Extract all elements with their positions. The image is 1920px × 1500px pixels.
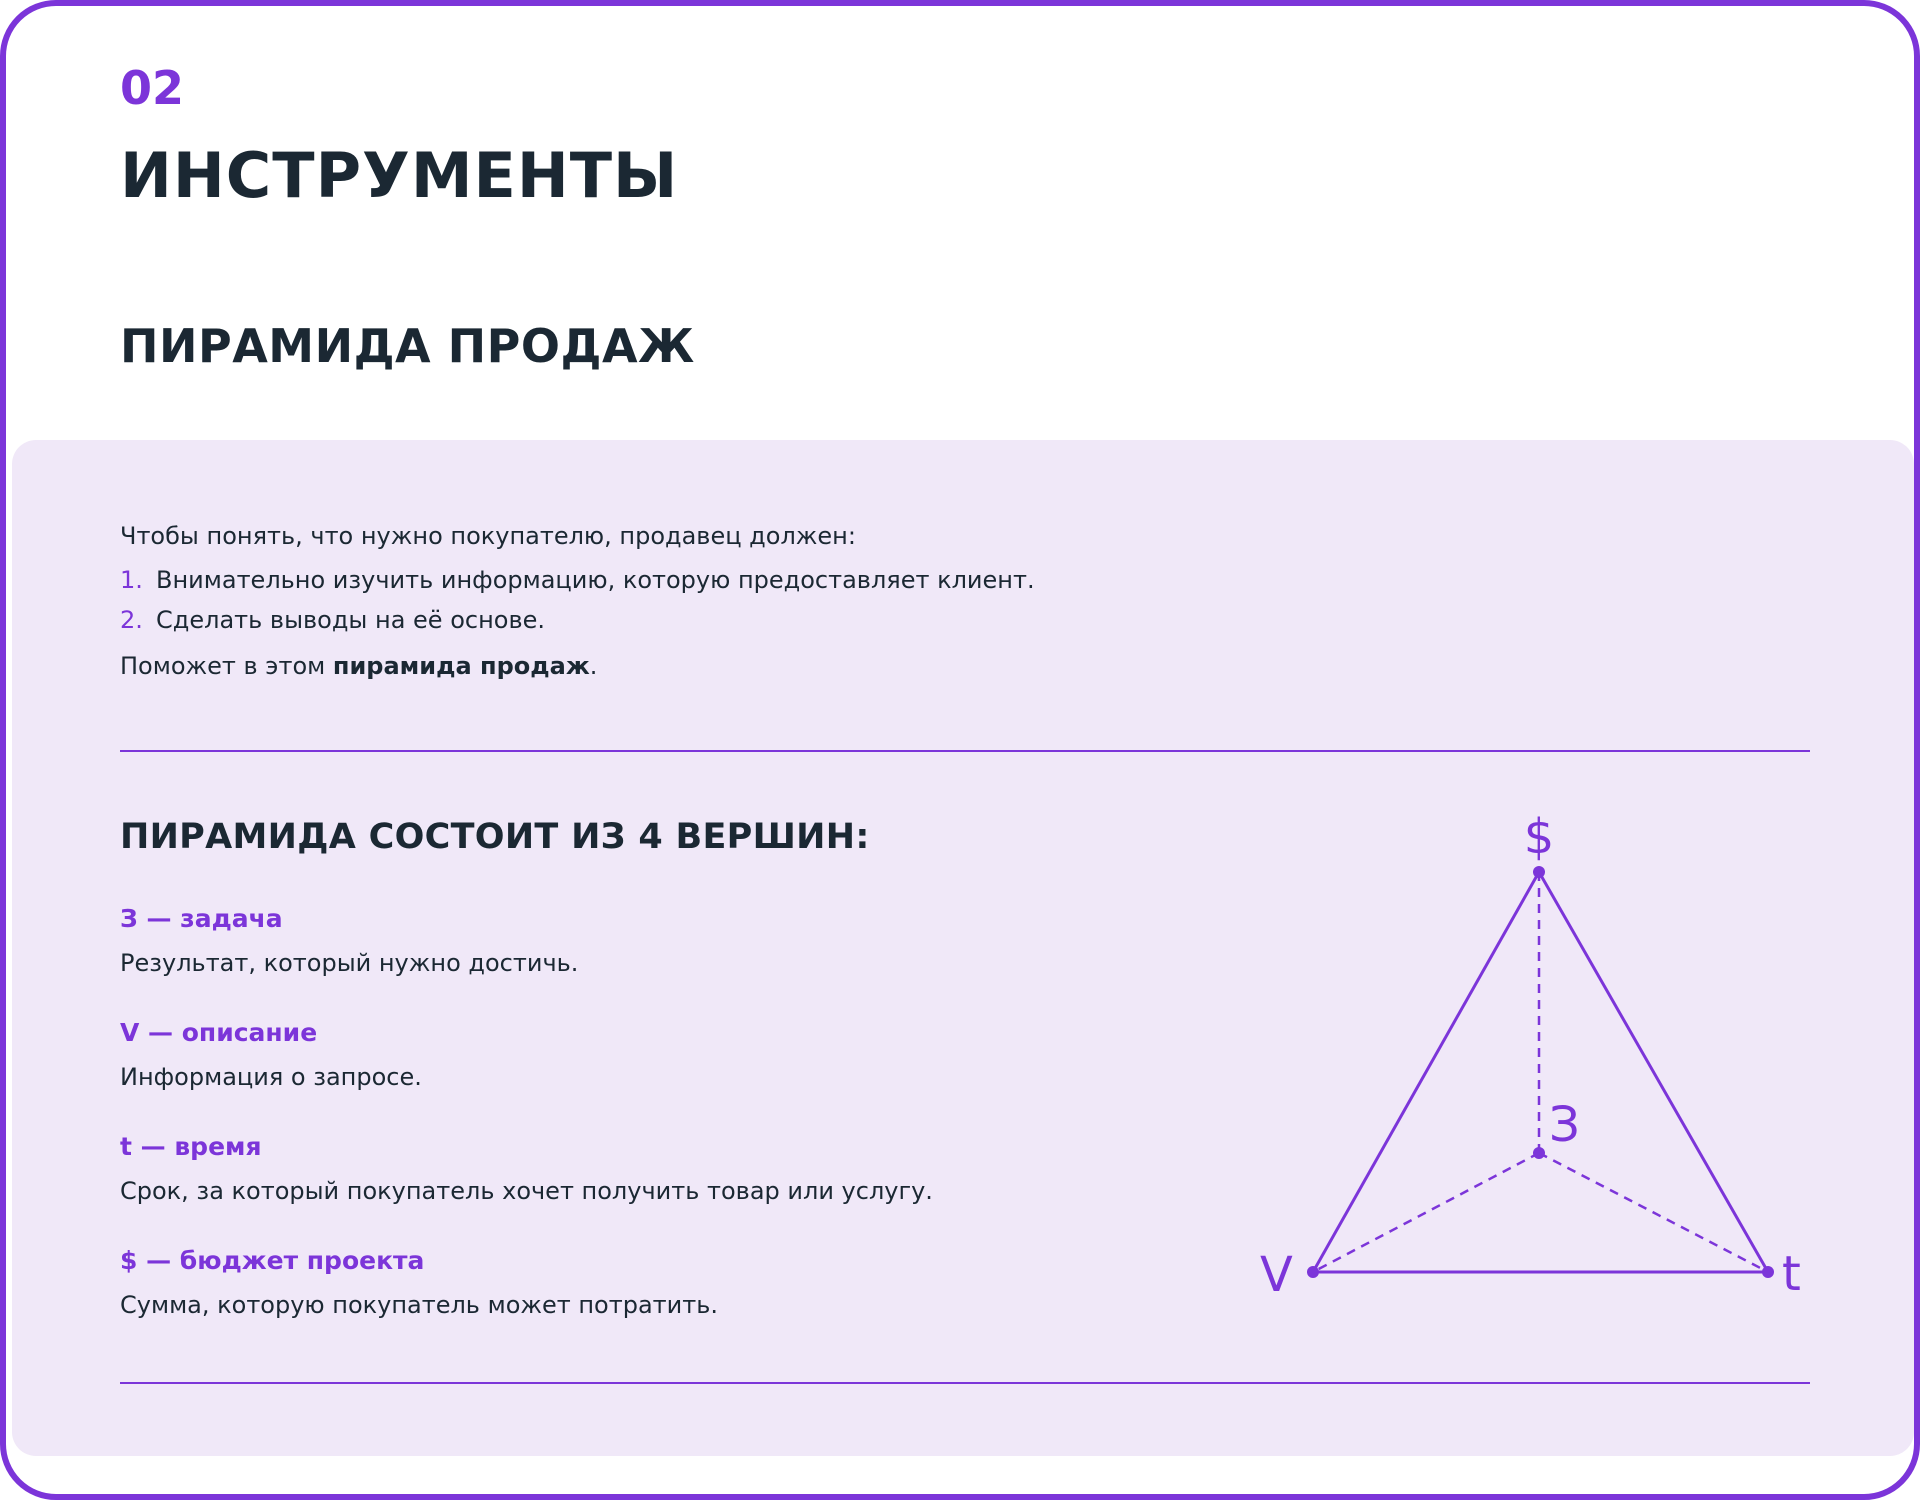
definition-description: Информация о запросе. [120, 1063, 422, 1091]
divider-bottom [120, 1382, 1810, 1384]
definition-item [120, 902, 1120, 1016]
step-number: 1. [120, 566, 143, 594]
outro-text: Поможет в этом [120, 652, 333, 680]
outro-period: . [589, 652, 598, 680]
vertex-top [1533, 866, 1545, 878]
edge-top-left [1313, 872, 1539, 1272]
section-number: 02 [120, 61, 185, 115]
list-item [120, 600, 1035, 640]
intro-lead: Чтобы понять, что нужно покупателю, продавец должен: [120, 522, 856, 550]
definition-item [120, 1244, 1120, 1358]
definition-term: t — время [120, 1132, 262, 1161]
steps-list [120, 560, 1035, 640]
definition-description: Сумма, которую покупатель может потратить. [120, 1291, 718, 1319]
vertex-right [1762, 1266, 1774, 1278]
label-description: V [1260, 1247, 1293, 1303]
intro-block [120, 516, 1035, 686]
vertex-left [1307, 1266, 1319, 1278]
step-number: 2. [120, 606, 143, 634]
definition-term: З — задача [120, 904, 283, 933]
definition-term: $ — бюджет проекта [120, 1246, 425, 1275]
label-task: З [1549, 1097, 1580, 1153]
label-time: t [1782, 1246, 1801, 1302]
vertex-center [1533, 1147, 1545, 1159]
intro-outro [120, 646, 1035, 686]
definition-description: Срок, за который покупатель хочет получить товар или услугу. [120, 1177, 933, 1205]
definition-item [120, 1016, 1120, 1130]
pyramid-heading: ПИРАМИДА СОСТОИТ ИЗ 4 ВЕРШИН: [120, 817, 870, 857]
definitions-list [120, 902, 1120, 1358]
step-text: Внимательно изучить информацию, которую предоставляет клиент. [156, 566, 1035, 594]
outro-bold: пирамида продаж [332, 652, 590, 680]
pyramid-diagram [1246, 796, 1866, 1336]
section-subtitle: ПИРАМИДА ПРОДАЖ [120, 319, 695, 373]
definition-description: Результат, который нужно достичь. [120, 949, 579, 977]
step-text: Сделать выводы на её основе. [156, 606, 545, 634]
list-item [120, 560, 1035, 600]
label-budget: $ [1523, 809, 1555, 865]
divider-top [120, 750, 1810, 752]
definition-term: V — описание [120, 1018, 318, 1047]
definition-item [120, 1130, 1120, 1244]
page-title: ИНСТРУМЕНТЫ [120, 139, 679, 212]
